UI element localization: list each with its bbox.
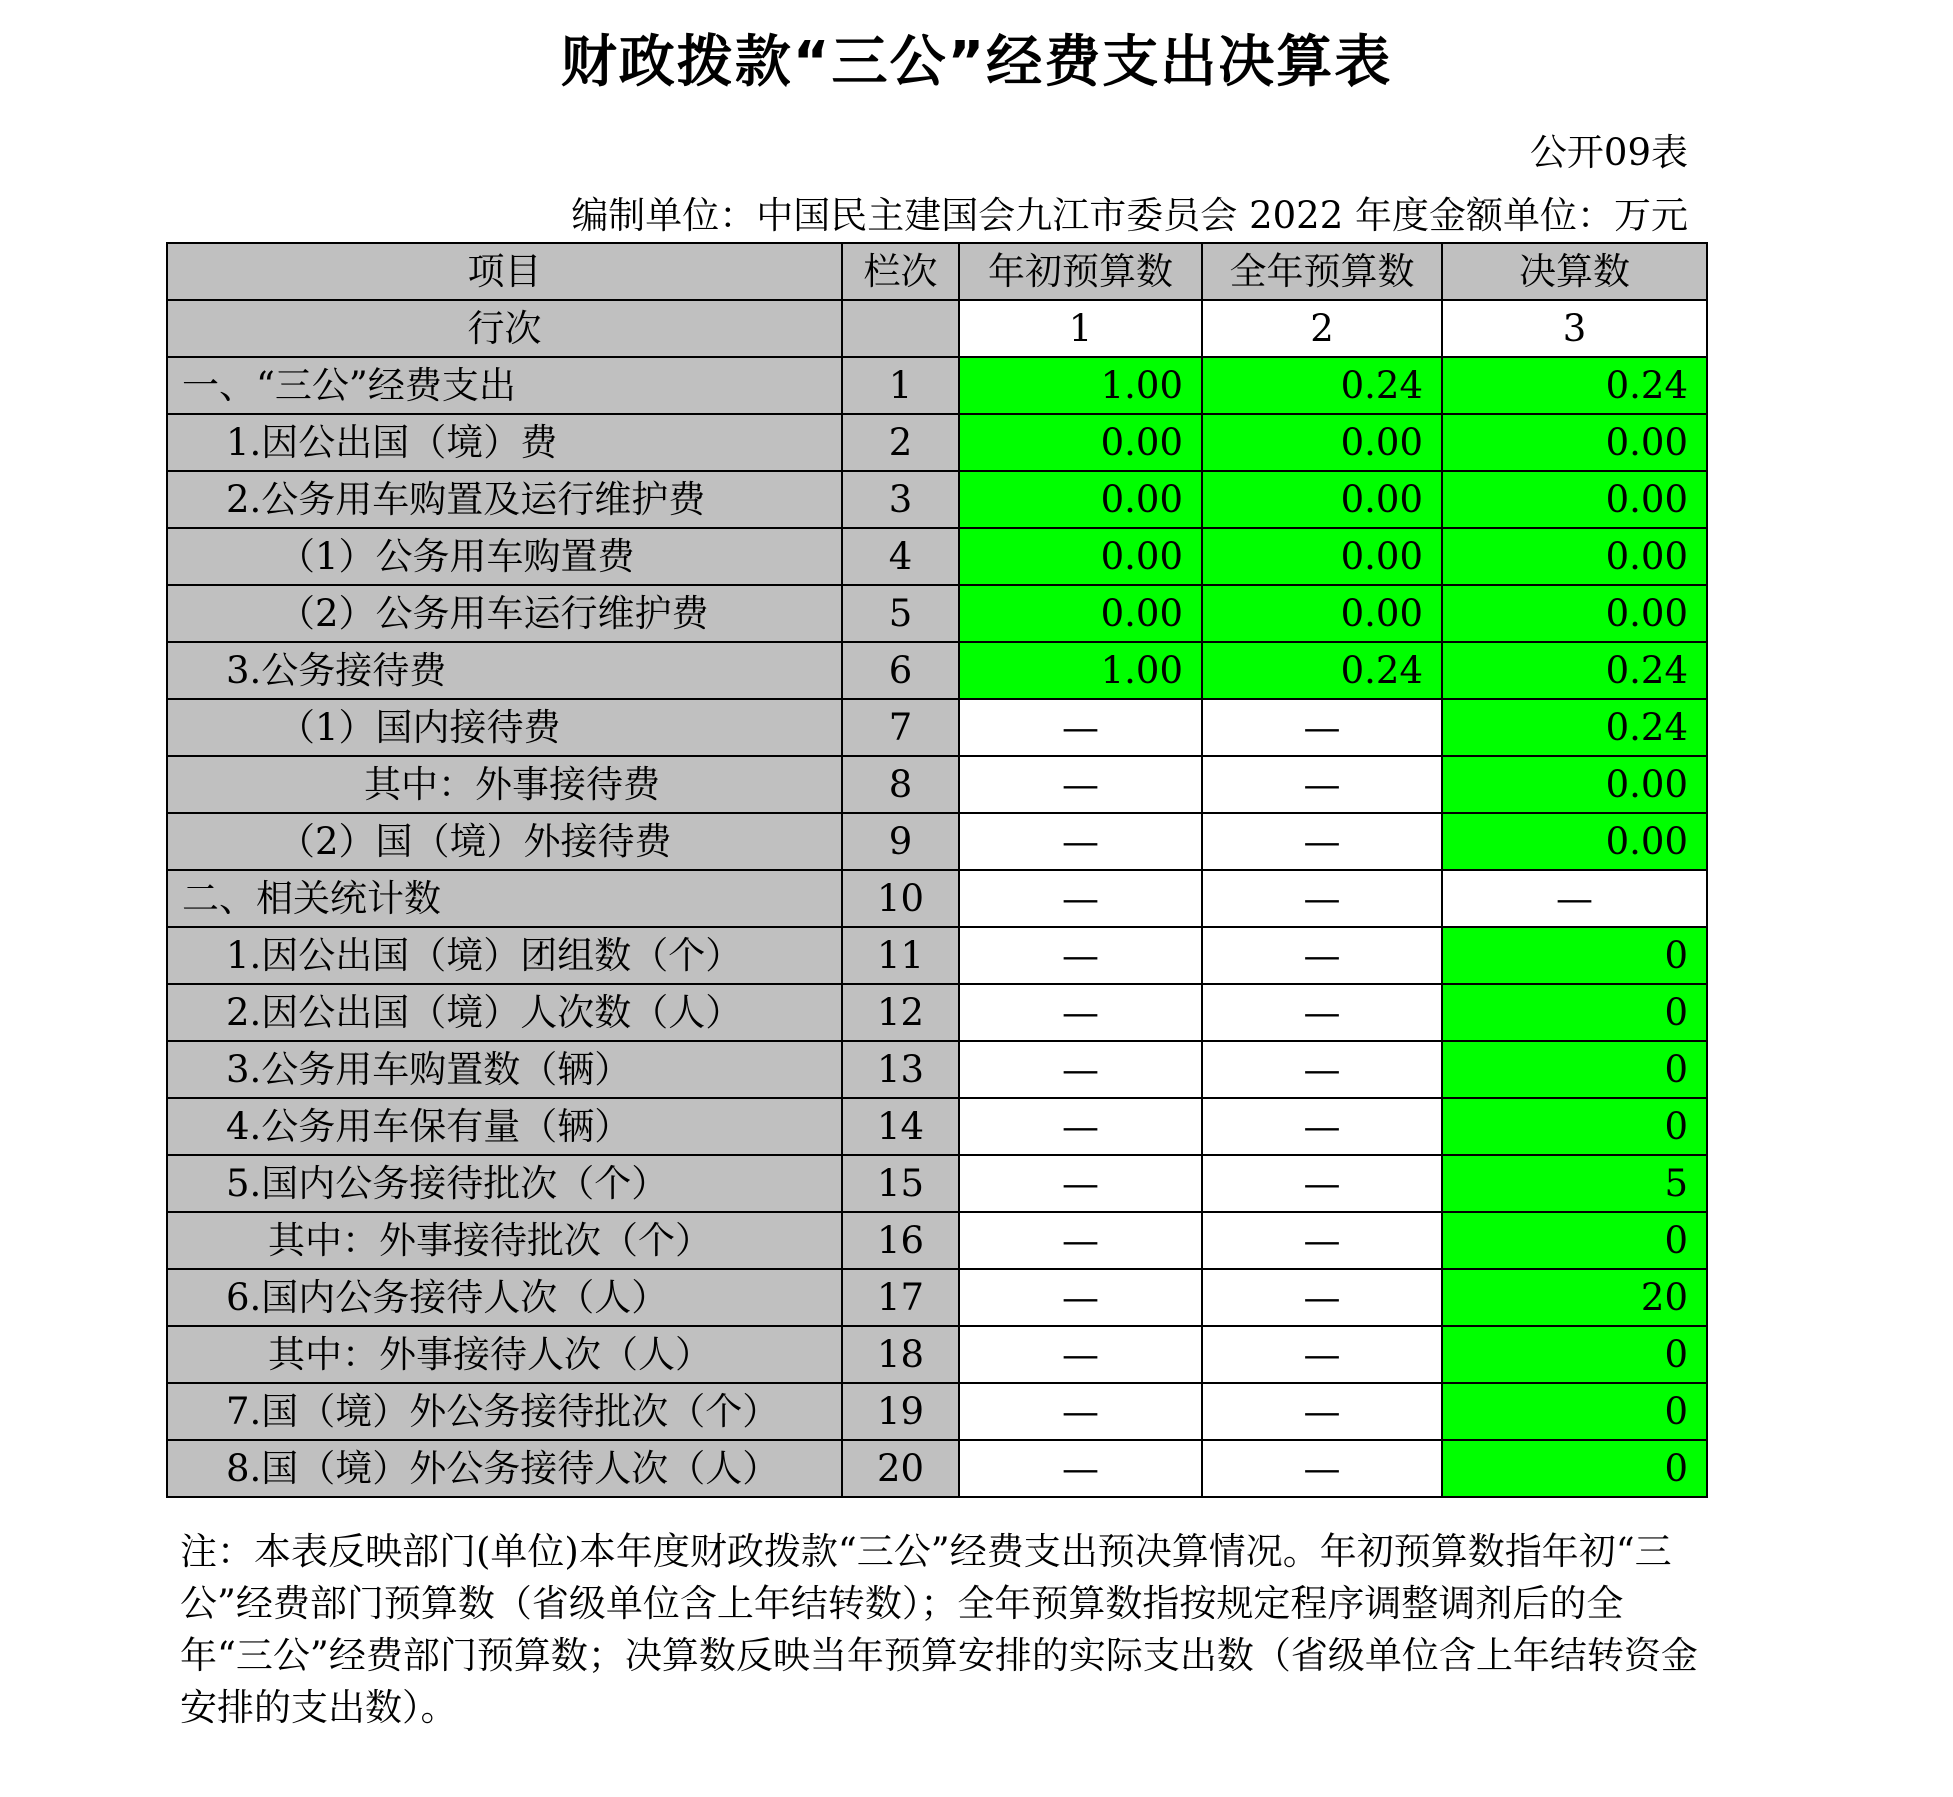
cell-budget-full-year: —: [1202, 1098, 1442, 1155]
cell-final-accounts: 0.00: [1442, 528, 1707, 585]
cell-budget-initial: —: [959, 1155, 1202, 1212]
cell-final-accounts: 0: [1442, 1326, 1707, 1383]
table-row: [167, 414, 1707, 471]
table-row: [167, 756, 1707, 813]
row-label: 2.公务用车购置及运行维护费: [167, 471, 842, 528]
row-label: （1）公务用车购置费: [167, 528, 842, 585]
cell-final-accounts: 0: [1442, 1041, 1707, 1098]
cell-final-accounts: —: [1442, 870, 1707, 927]
cell-budget-initial: —: [959, 1326, 1202, 1383]
header-item: 项目: [167, 243, 842, 300]
cell-budget-initial: 1.00: [959, 642, 1202, 699]
cell-budget-initial: —: [959, 1041, 1202, 1098]
cell-budget-full-year: —: [1202, 984, 1442, 1041]
header-c3: 决算数: [1442, 243, 1707, 300]
table-row: [167, 870, 1707, 927]
subheader-item: 行次: [167, 300, 842, 357]
table-row: [167, 813, 1707, 870]
cell-budget-initial: 0.00: [959, 414, 1202, 471]
cell-budget-initial: 0.00: [959, 528, 1202, 585]
table-row: [167, 642, 1707, 699]
row-number: 15: [842, 1155, 959, 1212]
cell-budget-full-year: 0.00: [1202, 528, 1442, 585]
header-c2: 全年预算数: [1202, 243, 1442, 300]
row-number: 2: [842, 414, 959, 471]
cell-final-accounts: 0.00: [1442, 756, 1707, 813]
row-number: 13: [842, 1041, 959, 1098]
row-number: 10: [842, 870, 959, 927]
cell-budget-full-year: —: [1202, 1383, 1442, 1440]
row-label: 7.国（境）外公务接待批次（个）: [167, 1383, 842, 1440]
row-number: 20: [842, 1440, 959, 1497]
row-label: 4.公务用车保有量（辆）: [167, 1098, 842, 1155]
cell-budget-initial: —: [959, 984, 1202, 1041]
table-row: [167, 1098, 1707, 1155]
table-row: [167, 1326, 1707, 1383]
cell-budget-initial: —: [959, 1440, 1202, 1497]
table-row: [167, 585, 1707, 642]
report-title: 财政拨款“三公”经费支出决算表: [560, 30, 1393, 95]
cell-final-accounts: 0: [1442, 1440, 1707, 1497]
header-c1: 年初预算数: [959, 243, 1202, 300]
cell-budget-initial: 1.00: [959, 357, 1202, 414]
row-label: 3.公务接待费: [167, 642, 842, 699]
row-label: 5.国内公务接待批次（个）: [167, 1155, 842, 1212]
row-label: （2）国（境）外接待费: [167, 813, 842, 870]
cell-final-accounts: 0: [1442, 1383, 1707, 1440]
subheader-row: [167, 300, 1707, 357]
cell-budget-full-year: —: [1202, 870, 1442, 927]
cell-budget-initial: —: [959, 1212, 1202, 1269]
row-number: 7: [842, 699, 959, 756]
table-row: [167, 1440, 1707, 1497]
table-row: [167, 1383, 1707, 1440]
row-number: 17: [842, 1269, 959, 1326]
cell-budget-full-year: —: [1202, 1269, 1442, 1326]
row-number: 9: [842, 813, 959, 870]
cell-final-accounts: 0.00: [1442, 585, 1707, 642]
row-label: （1）国内接待费: [167, 699, 842, 756]
header-row: [167, 243, 1707, 300]
row-number: 14: [842, 1098, 959, 1155]
row-number: 1: [842, 357, 959, 414]
cell-budget-full-year: —: [1202, 1155, 1442, 1212]
table-row: [167, 471, 1707, 528]
subheader-c2: 2: [1202, 300, 1442, 357]
table-row: [167, 927, 1707, 984]
cell-final-accounts: 0.24: [1442, 699, 1707, 756]
cell-budget-full-year: —: [1202, 927, 1442, 984]
row-label: 1.因公出国（境）团组数（个）: [167, 927, 842, 984]
row-label: 其中：外事接待批次（个）: [167, 1212, 842, 1269]
cell-budget-initial: —: [959, 813, 1202, 870]
header-col: 栏次: [842, 243, 959, 300]
cell-budget-full-year: —: [1202, 813, 1442, 870]
row-number: 19: [842, 1383, 959, 1440]
cell-budget-full-year: 0.24: [1202, 642, 1442, 699]
table-row: [167, 699, 1707, 756]
cell-budget-full-year: —: [1202, 1041, 1442, 1098]
cell-final-accounts: 0: [1442, 984, 1707, 1041]
cell-budget-full-year: 0.24: [1202, 357, 1442, 414]
table-row: [167, 1041, 1707, 1098]
cell-final-accounts: 0.00: [1442, 414, 1707, 471]
cell-budget-initial: —: [959, 927, 1202, 984]
cell-budget-full-year: 0.00: [1202, 585, 1442, 642]
cell-final-accounts: 0: [1442, 1212, 1707, 1269]
cell-budget-initial: —: [959, 699, 1202, 756]
cell-budget-full-year: 0.00: [1202, 471, 1442, 528]
row-label: 二、相关统计数: [167, 870, 842, 927]
cell-final-accounts: 0.24: [1442, 642, 1707, 699]
cell-final-accounts: 0: [1442, 1098, 1707, 1155]
cell-budget-initial: —: [959, 1383, 1202, 1440]
cell-final-accounts: 20: [1442, 1269, 1707, 1326]
cell-budget-initial: —: [959, 870, 1202, 927]
row-number: 8: [842, 756, 959, 813]
footnote: 注：本表反映部门(单位)本年度财政拨款“三公”经费支出预决算情况。年初预算数指年初“三公”经费部门预算数（省级单位含上年结转数）；全年预算数指按规定程序调整调剂后的全年“三公”经费部门预算数；决算数反映当年预算安排的实际支出数（省级单位含上年结转资金安排的支出数）。: [180, 1530, 1698, 1729]
table-row: [167, 984, 1707, 1041]
row-number: 6: [842, 642, 959, 699]
row-label: 一、“三公”经费支出: [167, 357, 842, 414]
row-number: 18: [842, 1326, 959, 1383]
cell-budget-full-year: 0.00: [1202, 414, 1442, 471]
row-label: 其中：外事接待费: [167, 756, 842, 813]
row-label: 3.公务用车购置数（辆）: [167, 1041, 842, 1098]
row-number: 12: [842, 984, 959, 1041]
unit-line: 编制单位：中国民主建国会九江市委员会 2022 年度金额单位：万元: [571, 194, 1688, 237]
cell-final-accounts: 0.00: [1442, 471, 1707, 528]
row-number: 4: [842, 528, 959, 585]
row-label: （2）公务用车运行维护费: [167, 585, 842, 642]
cell-budget-full-year: —: [1202, 1440, 1442, 1497]
form-number: 公开09表: [1529, 131, 1688, 174]
cell-budget-full-year: —: [1202, 756, 1442, 813]
row-label: 1.因公出国（境）费: [167, 414, 842, 471]
cell-budget-full-year: —: [1202, 699, 1442, 756]
cell-budget-initial: —: [959, 1269, 1202, 1326]
table-row: [167, 528, 1707, 585]
expense-table: [166, 242, 1708, 1498]
table-row: [167, 357, 1707, 414]
cell-final-accounts: 0: [1442, 927, 1707, 984]
cell-budget-initial: —: [959, 756, 1202, 813]
cell-final-accounts: 0.00: [1442, 813, 1707, 870]
row-number: 11: [842, 927, 959, 984]
row-number: 3: [842, 471, 959, 528]
cell-budget-initial: 0.00: [959, 471, 1202, 528]
row-number: 5: [842, 585, 959, 642]
cell-final-accounts: 0.24: [1442, 357, 1707, 414]
table-row: [167, 1155, 1707, 1212]
cell-final-accounts: 5: [1442, 1155, 1707, 1212]
subheader-c3: 3: [1442, 300, 1707, 357]
cell-budget-initial: —: [959, 1098, 1202, 1155]
row-label: 8.国（境）外公务接待人次（人）: [167, 1440, 842, 1497]
cell-budget-full-year: —: [1202, 1326, 1442, 1383]
table-row: [167, 1212, 1707, 1269]
cell-budget-initial: 0.00: [959, 585, 1202, 642]
row-label: 其中：外事接待人次（人）: [167, 1326, 842, 1383]
row-label: 6.国内公务接待人次（人）: [167, 1269, 842, 1326]
subheader-col: [842, 300, 959, 357]
table-row: [167, 1269, 1707, 1326]
row-number: 16: [842, 1212, 959, 1269]
row-label: 2.因公出国（境）人次数（人）: [167, 984, 842, 1041]
cell-budget-full-year: —: [1202, 1212, 1442, 1269]
subheader-c1: 1: [959, 300, 1202, 357]
